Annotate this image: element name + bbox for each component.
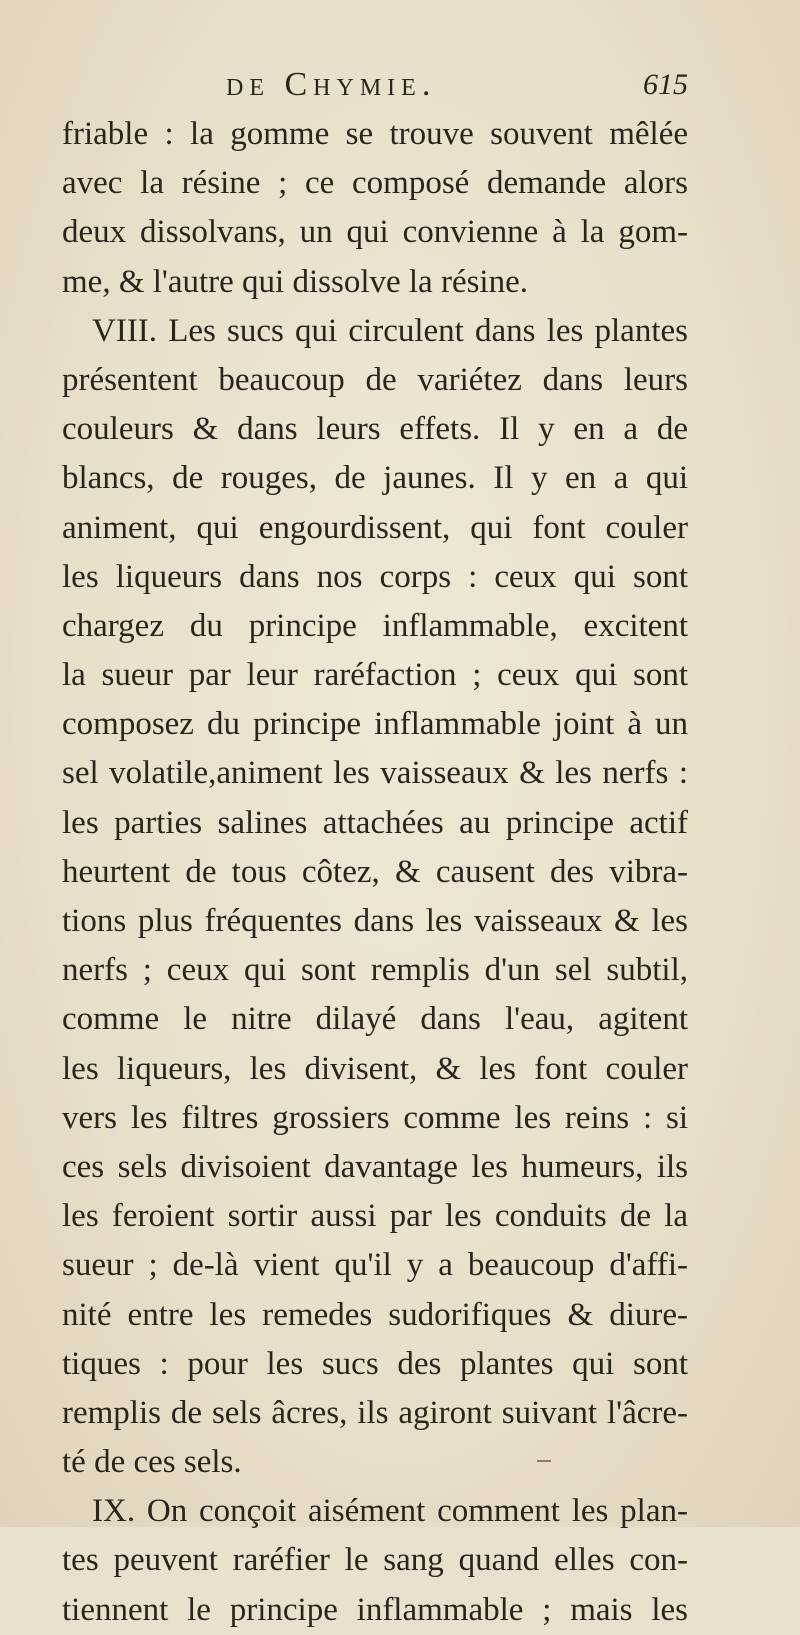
text-line: présentent beaucoup de variétez dans leurs [62, 361, 688, 398]
text-line: comme le nitre dilayé dans l'eau, agitent [62, 1001, 688, 1038]
body-text [62, 110, 688, 1635]
text-line: sueur ; de-là vient qu'il y a beaucoup d'affi- [62, 1247, 688, 1284]
text-line: sel volatile,animent les vaisseaux & les nerfs : [62, 755, 688, 792]
paragraph-start: VIII. Les sucs qui circulent dans les plantes [92, 312, 688, 349]
text-line: friable : la gomme se trouve souvent mêlée [62, 116, 688, 152]
text-line: les liqueurs, les divisent, & les font couler [62, 1050, 688, 1087]
text-line: tes peuvent raréfier le sang quand elles con- [62, 1542, 688, 1579]
text-line: blancs, de rouges, de jaunes. Il y en a qui [62, 460, 688, 497]
text-line: tiennent le principe inflammable ; mais les [62, 1591, 688, 1628]
paragraph-start: IX. On conçoit aisément comment les plan- [92, 1493, 688, 1530]
text-line: les liqueurs dans nos corps : ceux qui sont [62, 558, 688, 595]
text-line: nerfs ; ceux qui sont remplis d'un sel subtil, [62, 952, 688, 989]
text-line: couleurs & dans leurs effets. Il y en a de [62, 411, 688, 448]
text-line: animent, qui engourdissent, qui font couler [62, 509, 688, 546]
text-line: deux dissolvans, un qui convienne à la gom- [62, 214, 688, 251]
text-line: ces sels divisoient davantage les humeurs, ils [62, 1148, 688, 1185]
signature-mark [537, 1460, 551, 1462]
text-line: les parties salines attachées au principe actif [62, 804, 688, 841]
text-line: chargez du principe inflammable, excitent [62, 607, 688, 644]
text-line: la sueur par leur raréfaction ; ceux qui sont [62, 657, 688, 694]
text-line: nité entre les remedes sudorifiques & diure- [62, 1296, 688, 1333]
text-line: remplis de sels âcres, ils agiront suivant l'âcre- [62, 1394, 688, 1431]
text-line: heurtent de tous côtez, & causent des vibra- [62, 853, 688, 890]
text-line: composez du principe inflammable joint à un [62, 706, 688, 743]
text-line: les feroient sortir aussi par les conduits de la [62, 1198, 688, 1235]
running-header [58, 66, 688, 112]
running-title: de Chymie. [226, 66, 437, 103]
text-line: vers les filtres grossiers comme les reins : si [62, 1099, 688, 1136]
text-line: me, & l'autre qui dissolve la résine. [62, 263, 528, 300]
text-line: tions plus fréquentes dans les vaisseaux & les [62, 903, 688, 939]
text-line: tiques : pour les sucs des plantes qui sont [62, 1345, 688, 1382]
page-number: 615 [643, 68, 688, 101]
text-line: té de ces sels. [62, 1444, 242, 1481]
text-line: avec la résine ; ce composé demande alors [62, 165, 688, 202]
